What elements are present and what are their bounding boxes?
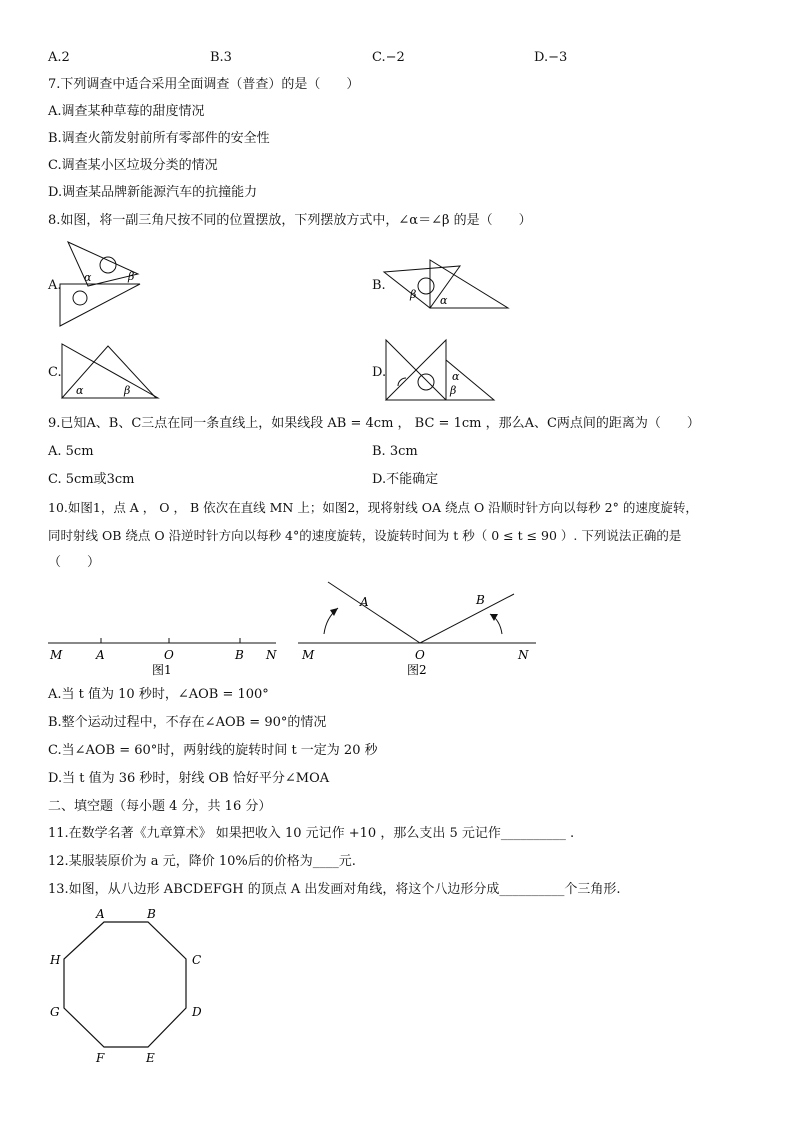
fig1-m: M bbox=[50, 648, 63, 662]
q7-option-b: B.调查火箭发射前所有零部件的安全性 bbox=[48, 131, 270, 146]
fig2-a: A bbox=[360, 595, 369, 609]
fig1-caption: 图1 bbox=[152, 663, 172, 677]
q8-figure-a bbox=[58, 238, 148, 332]
vertex-a: A bbox=[96, 907, 105, 921]
section-2-heading: 二、填空题（每小题 4 分，共 16 分） bbox=[48, 799, 272, 814]
vertex-b: B bbox=[147, 907, 156, 921]
q10-option-a: A.当 t 值为 10 秒时，∠AOB = 100° bbox=[48, 687, 269, 702]
q10-option-c: C.当∠AOB = 60°时，两射线的旋转时间 t 一定为 20 秒 bbox=[48, 743, 378, 758]
q8-label-a: A. bbox=[48, 278, 62, 293]
q8-label-c: C. bbox=[48, 365, 62, 380]
q8-stem: 8.如图，将一副三角尺按不同的位置摆放，下列摆放方式中，∠α＝∠β 的是（ ） bbox=[48, 213, 532, 228]
q13-stem: 13.如图，从八边形 ABCDEFGH 的顶点 A 出发画对角线，将这个八边形分成__________个三角形. bbox=[48, 882, 621, 897]
q6-option-b: B.3 bbox=[210, 50, 232, 65]
q7-option-d: D.调查某品牌新能源汽车的抗撞能力 bbox=[48, 185, 258, 200]
q10-figure-1 bbox=[44, 625, 280, 677]
vertex-c: C bbox=[192, 953, 202, 967]
fig1-b: B bbox=[235, 648, 244, 662]
q9-option-a: A. 5cm bbox=[48, 444, 94, 459]
q8c-alpha: α bbox=[76, 384, 84, 397]
q6-option-c: C.−2 bbox=[372, 50, 405, 65]
q8-label-d: D. bbox=[372, 365, 387, 380]
q8-figure-c bbox=[58, 342, 162, 400]
q7-stem: 7.下列调查中适合采用全面调查（普查）的是（ ） bbox=[48, 77, 360, 92]
q10-stem-line1: 10.如图1，点 A ， O ， B 依次在直线 MN 上；如图2，现将射线 OA 绕点 O 沿顺时针方向以每秒 2° 的速度旋转， bbox=[48, 500, 698, 515]
q8b-beta: β bbox=[410, 288, 417, 301]
q9-stem: 9.已知A、B、C三点在同一条直线上，如果线段 AB = 4cm ， BC = 1cm ，那么A、C两点间的距离为（ ） bbox=[48, 416, 700, 431]
q10-option-d: D.当 t 值为 36 秒时，射线 OB 恰好平分∠MOA bbox=[48, 771, 330, 786]
q8c-beta: β bbox=[124, 384, 131, 397]
q8d-beta: β bbox=[450, 384, 457, 397]
q10-figure-2 bbox=[294, 576, 540, 678]
q9-option-c: C. 5cm或3cm bbox=[48, 472, 135, 487]
q8a-beta: β bbox=[128, 270, 135, 283]
q10-stem-line3: （ ） bbox=[48, 555, 101, 570]
vertex-g: G bbox=[50, 1005, 60, 1019]
fig2-n: N bbox=[518, 648, 529, 662]
vertex-h: H bbox=[50, 953, 61, 967]
q11-text: 11.在数学名著《九章算术》 如果把收入 10 元记作 +10 ，那么支出 5 元记作__________ . bbox=[48, 826, 575, 841]
fig1-o: O bbox=[164, 648, 174, 662]
q7-option-c: C.调查某小区垃圾分类的情况 bbox=[48, 158, 218, 173]
q6-option-d: D.−3 bbox=[534, 50, 568, 65]
vertex-d: D bbox=[192, 1005, 202, 1019]
q9-option-b: B. 3cm bbox=[372, 444, 418, 459]
q8-figure-b bbox=[382, 258, 512, 314]
q8d-alpha: α bbox=[452, 370, 460, 383]
q12-text: 12.某服装原价为 a 元，降价 10%后的价格为____元. bbox=[48, 854, 356, 869]
q8b-alpha: α bbox=[440, 294, 448, 307]
q10-option-b: B.整个运动过程中，不存在∠AOB = 90°的情况 bbox=[48, 715, 327, 730]
q6-option-a: A.2 bbox=[48, 50, 70, 65]
fig2-caption: 图2 bbox=[407, 663, 427, 677]
vertex-f: F bbox=[96, 1051, 105, 1065]
fig2-m: M bbox=[302, 648, 315, 662]
q8a-alpha: α bbox=[84, 271, 92, 284]
fig2-b: B bbox=[476, 593, 485, 607]
q10-stem-line2: 同时射线 OB 绕点 O 沿逆时针方向以每秒 4°的速度旋转，设旋转时间为 t 秒（ 0 ≤ t ≤ 90 ）. 下列说法正确的是 bbox=[48, 528, 682, 543]
fig2-o: O bbox=[415, 648, 425, 662]
fig1-a: A bbox=[96, 648, 105, 662]
vertex-e: E bbox=[146, 1051, 155, 1065]
q9-option-d: D.不能确定 bbox=[372, 472, 439, 487]
q8-label-b: B. bbox=[372, 278, 386, 293]
q8-figure-d bbox=[384, 338, 500, 402]
q7-option-a: A.调查某种草莓的甜度情况 bbox=[48, 104, 205, 119]
q13-octagon-figure bbox=[44, 904, 214, 1068]
fig1-n: N bbox=[266, 648, 277, 662]
